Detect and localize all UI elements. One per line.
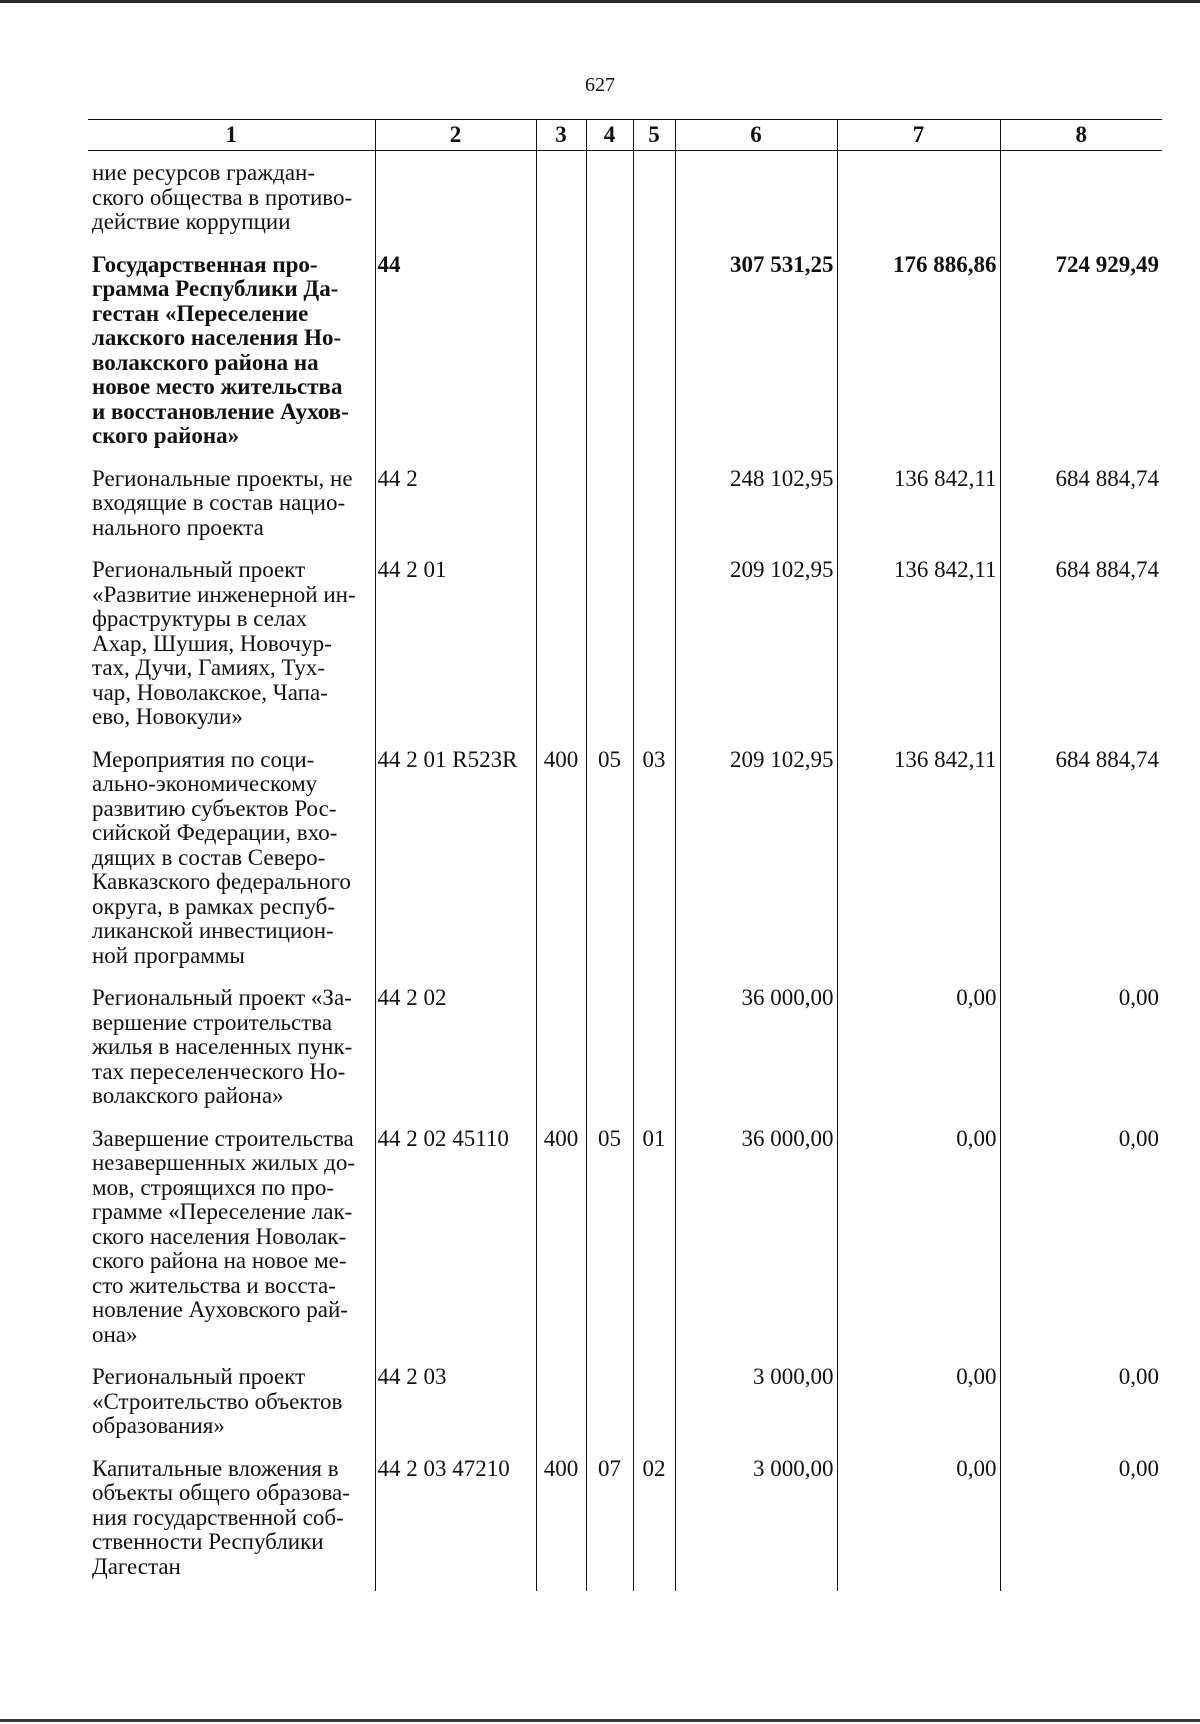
row-amount-8: 724 929,49 <box>1000 253 1162 467</box>
scan-border-top <box>0 0 1200 3</box>
row-name-line: Ахар, Шушия, Новочур- <box>92 630 332 656</box>
header-col-2: 2 <box>375 120 536 151</box>
row-col-3: 400 <box>536 1457 586 1592</box>
header-col-5: 5 <box>633 120 675 151</box>
row-code: 44 2 <box>375 467 536 559</box>
row-code: 44 2 02 <box>375 986 536 1127</box>
row-name <box>88 1365 375 1457</box>
row-name-line: входящие в состав нацио- <box>92 490 346 515</box>
row-col-5 <box>633 1365 675 1457</box>
row-amount-8: 0,00 <box>1000 1365 1162 1457</box>
header-col-4: 4 <box>586 120 633 151</box>
page-number: 627 <box>585 74 615 96</box>
row-name-line: гестан «Переселение <box>92 300 309 326</box>
row-name-line: Региональный проект «За- <box>92 985 352 1010</box>
row-amount-8: 0,00 <box>1000 1457 1162 1592</box>
row-col-5 <box>633 558 675 748</box>
row-col-5: 03 <box>633 748 675 987</box>
table-row <box>88 467 1162 559</box>
row-amount-7: 0,00 <box>837 986 1000 1127</box>
row-col-5: 02 <box>633 1457 675 1592</box>
row-name-line: действие коррупции <box>92 209 291 234</box>
row-amount-6: 3 000,00 <box>675 1365 837 1457</box>
row-col-4 <box>586 151 633 253</box>
row-name-line: волакского района на <box>92 349 319 375</box>
row-name-line: Мероприятия по соци- <box>92 746 315 772</box>
table-row <box>88 151 1162 253</box>
row-name-line: грамме «Переселение лак- <box>92 1199 353 1224</box>
table-row <box>88 558 1162 748</box>
row-code: 44 2 02 45110 <box>375 1127 536 1366</box>
row-name-line: незавершенных жилых до- <box>92 1150 356 1175</box>
row-col-4: 07 <box>586 1457 633 1592</box>
row-name <box>88 151 375 253</box>
row-name-line: ния государственной соб- <box>92 1504 344 1530</box>
row-code: 44 2 03 <box>375 1365 536 1457</box>
row-name-line: ево, Новокули» <box>92 704 243 729</box>
row-name <box>88 986 375 1127</box>
row-name-line: «Развитие инженерной ин- <box>92 581 356 607</box>
row-col-5: 01 <box>633 1127 675 1366</box>
row-amount-6: 307 531,25 <box>675 253 837 467</box>
row-col-5 <box>633 986 675 1127</box>
row-name-line: ально-экономическому <box>92 771 318 796</box>
table-body <box>88 151 1162 1592</box>
row-amount-6 <box>675 151 837 253</box>
row-name-line: Региональные проекты, не <box>92 465 353 491</box>
row-name-line: и восстановление Аухов- <box>92 398 349 424</box>
row-name-line: Завершение строительства <box>92 1125 354 1151</box>
row-amount-7: 136 842,11 <box>837 558 1000 748</box>
row-amount-8: 684 884,74 <box>1000 467 1162 559</box>
row-name-line: ского района на новое ме- <box>92 1248 347 1273</box>
row-col-4 <box>586 1365 633 1457</box>
row-code: 44 2 03 47210 <box>375 1457 536 1592</box>
row-name-line: Региональный проект <box>92 1364 306 1389</box>
row-name-line: Региональный проект <box>92 557 306 582</box>
row-amount-7: 136 842,11 <box>837 748 1000 987</box>
row-amount-6: 3 000,00 <box>675 1457 837 1592</box>
row-amount-7: 136 842,11 <box>837 467 1000 559</box>
row-amount-7: 0,00 <box>837 1365 1000 1457</box>
row-name-line: Государственная про- <box>92 251 318 277</box>
row-name-line: Дагестан <box>92 1553 181 1579</box>
row-name-line: округа, в рамках респуб- <box>92 893 336 919</box>
row-col-4 <box>586 253 633 467</box>
row-name-line: ского населения Новолак- <box>92 1223 347 1249</box>
row-name-line: ние ресурсов граждан- <box>92 160 315 185</box>
header-col-8: 8 <box>1000 120 1162 151</box>
row-amount-6: 209 102,95 <box>675 748 837 987</box>
row-name-line: вершение строительства <box>92 1009 333 1035</box>
row-name-line: мов, строящихся по про- <box>92 1174 335 1200</box>
scan-border-bottom <box>0 1719 1200 1722</box>
header-col-7: 7 <box>837 120 1000 151</box>
row-amount-8: 684 884,74 <box>1000 748 1162 987</box>
row-col-3 <box>536 151 586 253</box>
row-amount-8 <box>1000 151 1162 253</box>
row-col-4 <box>586 558 633 748</box>
row-name-line: тах, Дучи, Гамиях, Тух- <box>92 655 326 680</box>
row-name <box>88 748 375 987</box>
row-amount-7: 176 886,86 <box>837 253 1000 467</box>
row-code: 44 2 01 R523R <box>375 748 536 987</box>
row-name <box>88 467 375 559</box>
table-row <box>88 748 1162 987</box>
table-row <box>88 253 1162 467</box>
row-name-line: новление Ауховского рай- <box>92 1297 348 1322</box>
row-col-5 <box>633 253 675 467</box>
row-col-3 <box>536 558 586 748</box>
row-name <box>88 1457 375 1592</box>
row-amount-7: 0,00 <box>837 1127 1000 1366</box>
row-name-line: сто жительства и восста- <box>92 1272 336 1298</box>
row-name-line: лакского населения Но- <box>92 325 342 350</box>
row-amount-8: 0,00 <box>1000 986 1162 1127</box>
row-name-line: ского общества в противо- <box>92 184 353 210</box>
row-amount-7: 0,00 <box>837 1457 1000 1592</box>
row-name-line: ского района» <box>92 423 240 448</box>
row-col-3: 400 <box>536 748 586 987</box>
row-name <box>88 1127 375 1366</box>
row-col-4: 05 <box>586 1127 633 1366</box>
row-name <box>88 253 375 467</box>
row-col-4 <box>586 467 633 559</box>
row-name-line: ной программы <box>92 942 245 968</box>
row-col-3 <box>536 1365 586 1457</box>
row-name-line: ликанской инвестицион- <box>92 918 334 943</box>
budget-table <box>88 119 1162 1591</box>
row-col-3 <box>536 253 586 467</box>
row-amount-6: 248 102,95 <box>675 467 837 559</box>
table-row <box>88 1457 1162 1592</box>
row-name-line: тах переселенческого Но- <box>92 1058 346 1084</box>
table-row <box>88 1127 1162 1366</box>
row-name-line: волакского района» <box>92 1083 284 1108</box>
header-col-6: 6 <box>675 120 837 151</box>
row-name-line: образования» <box>92 1413 225 1438</box>
row-amount-6: 36 000,00 <box>675 986 837 1127</box>
row-col-3 <box>536 467 586 559</box>
row-name-line: сийской Федерации, вхо- <box>92 820 338 845</box>
table-row <box>88 1365 1162 1457</box>
row-col-3 <box>536 986 586 1127</box>
row-code: 44 <box>375 253 536 467</box>
row-col-5 <box>633 151 675 253</box>
header-col-1: 1 <box>88 120 375 151</box>
row-name-line: объекты общего образова- <box>92 1480 350 1505</box>
row-name-line: развитию субъектов Рос- <box>92 795 337 821</box>
row-col-4: 05 <box>586 748 633 987</box>
row-name-line: новое место жительства <box>92 374 343 399</box>
row-amount-7 <box>837 151 1000 253</box>
row-amount-6: 209 102,95 <box>675 558 837 748</box>
row-amount-8: 0,00 <box>1000 1127 1162 1366</box>
row-name-line: чар, Новолакское, Чапа- <box>92 679 328 705</box>
row-amount-6: 36 000,00 <box>675 1127 837 1366</box>
row-name-line: Капитальные вложения в <box>92 1455 339 1481</box>
row-code: 44 2 01 <box>375 558 536 748</box>
row-name-line: она» <box>92 1321 138 1347</box>
row-name-line: нального проекта <box>92 514 264 540</box>
row-amount-8: 684 884,74 <box>1000 558 1162 748</box>
row-name-line: фраструктуры в селах <box>92 606 308 631</box>
table-row <box>88 986 1162 1127</box>
row-name <box>88 558 375 748</box>
row-col-5 <box>633 467 675 559</box>
row-name-line: дящих в состав Северо- <box>92 844 326 870</box>
row-name-line: грамма Республики Да- <box>92 276 339 301</box>
header-col-3: 3 <box>536 120 586 151</box>
header-row <box>88 120 1162 151</box>
row-col-3: 400 <box>536 1127 586 1366</box>
row-name-line: жилья в населенных пунк- <box>92 1034 353 1059</box>
row-code <box>375 151 536 253</box>
row-col-4 <box>586 986 633 1127</box>
row-name-line: ственности Республики <box>92 1529 324 1554</box>
row-name-line: Кавказского федерального <box>92 869 351 894</box>
row-name-line: «Строительство объектов <box>92 1388 343 1414</box>
